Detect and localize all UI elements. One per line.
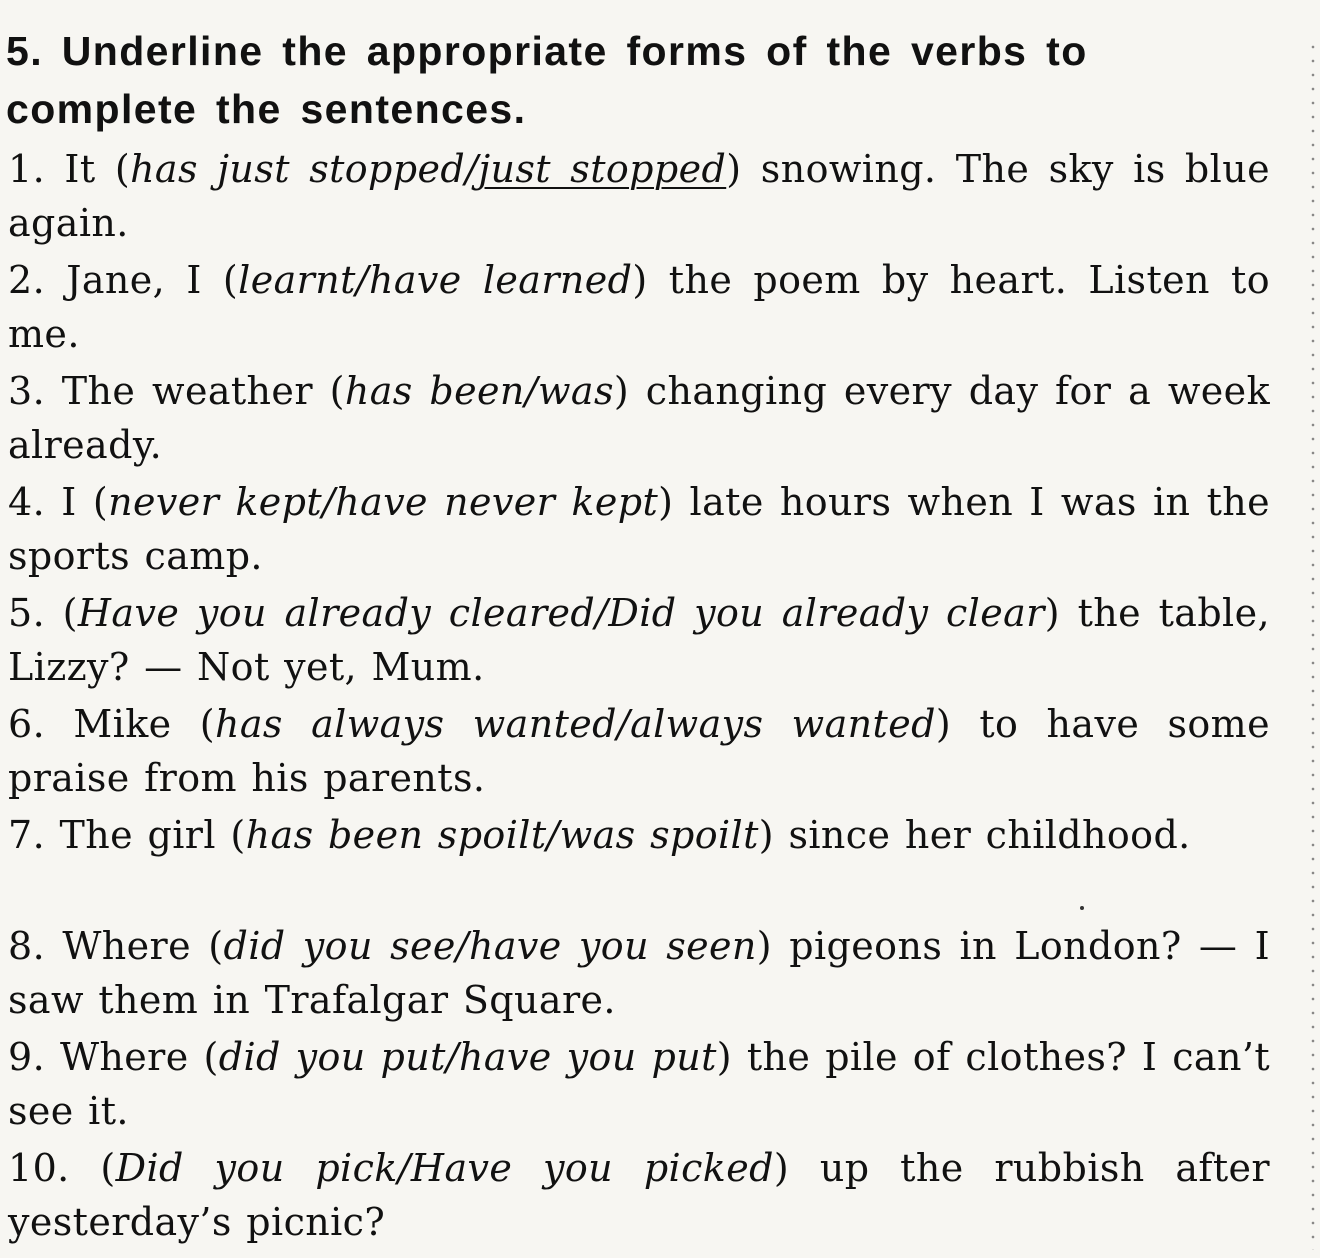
item-text-after: ) pigeons in London? — I saw them in Trafalgar Square.	[8, 924, 1270, 1022]
option-separator: /	[455, 924, 469, 968]
item-text-before: Mike (	[45, 702, 215, 746]
exercise-item-7	[8, 808, 1270, 919]
item-text-after: ) up the rubbish after yesterday’s picnic?	[8, 1146, 1270, 1244]
option-1: Have you already cleared	[77, 591, 596, 635]
exercise-item-1	[8, 142, 1270, 253]
option-1: Did you pick	[115, 1146, 398, 1190]
exercise-list	[8, 142, 1270, 1252]
exercise-heading: 5. Underline the appropriate forms of the verbs to complete the sentences.	[6, 28, 1088, 132]
exercise-item-8	[8, 919, 1270, 1030]
item-text-after: ) the poem by heart. Listen to me.	[8, 258, 1271, 356]
ink-speck	[1080, 906, 1084, 910]
option-1: learnt	[238, 258, 356, 302]
option-1: did you put	[218, 1035, 446, 1079]
item-number: 6.	[8, 702, 46, 746]
option-separator: /	[445, 1035, 460, 1079]
item-number: 7.	[8, 813, 46, 857]
exercise-item-5	[8, 586, 1270, 697]
item-text-before: The weather (	[45, 369, 345, 413]
item-text-before: It (	[45, 147, 131, 191]
exercise-item-10	[8, 1141, 1270, 1252]
option-2: have you seen	[468, 924, 757, 968]
item-text-after: ) the pile of clothes? I can’t see it.	[8, 1035, 1270, 1133]
item-text-before: The girl (	[45, 813, 246, 857]
page-edge-perforation	[1310, 40, 1316, 1250]
exercise-item-2	[8, 253, 1270, 364]
item-number: 5.	[8, 591, 46, 635]
option-2: was spoilt	[559, 813, 759, 857]
item-text-before: Where (	[45, 924, 224, 968]
item-number: 10.	[8, 1146, 70, 1190]
exercise-item-3	[8, 364, 1270, 475]
option-2: Did you already clear	[608, 591, 1045, 635]
option-separator: /	[397, 1146, 411, 1190]
option-1: has always wanted	[215, 702, 617, 746]
item-text-before: Where (	[45, 1035, 219, 1079]
option-2: have never kept	[335, 480, 659, 524]
option-separator: /	[524, 369, 538, 413]
option-separator: /	[355, 258, 369, 302]
option-1: has been	[344, 369, 525, 413]
option-2: Have you picked	[410, 1146, 774, 1190]
option-2: always wanted	[630, 702, 936, 746]
item-number: 2.	[8, 258, 46, 302]
item-text-before: (	[69, 1146, 116, 1190]
exercise-item-4	[8, 475, 1270, 586]
item-number: 1.	[8, 147, 46, 191]
option-separator: /	[546, 813, 560, 857]
item-text-after: ) changing every day for a week already.	[8, 369, 1270, 467]
option-2: have learned	[368, 258, 633, 302]
item-number: 8.	[8, 924, 46, 968]
item-number: 9.	[8, 1035, 46, 1079]
option-2: was	[537, 369, 614, 413]
item-text-after: ) the table, Lizzy? — Not yet, Mum.	[8, 591, 1270, 689]
option-separator: /	[616, 702, 631, 746]
exercise-item-6	[8, 697, 1270, 808]
exercise-item-9	[8, 1030, 1270, 1141]
option-separator: /	[322, 480, 336, 524]
item-text-after: ) since her childhood.	[758, 813, 1191, 857]
option-2-underlined: just stopped	[478, 147, 727, 191]
option-1: has been spoilt	[245, 813, 547, 857]
option-1: has just stopped	[130, 147, 466, 191]
item-number: 3.	[8, 369, 46, 413]
item-text-after: ) late hours when I was in the sports camp.	[8, 480, 1271, 578]
item-text-after: ) snowing. The sky is blue again.	[8, 147, 1270, 245]
option-separator: /	[465, 147, 479, 191]
option-2: have you put	[459, 1035, 717, 1079]
item-text-before: I (	[45, 480, 109, 524]
option-1: never kept	[108, 480, 323, 524]
item-text-before: (	[45, 591, 78, 635]
item-text-after: ) to have some praise from his parents.	[8, 702, 1270, 800]
item-text-before: Jane, I (	[45, 258, 239, 302]
item-number: 4.	[8, 480, 46, 524]
option-separator: /	[595, 591, 609, 635]
option-1: did you see	[223, 924, 456, 968]
